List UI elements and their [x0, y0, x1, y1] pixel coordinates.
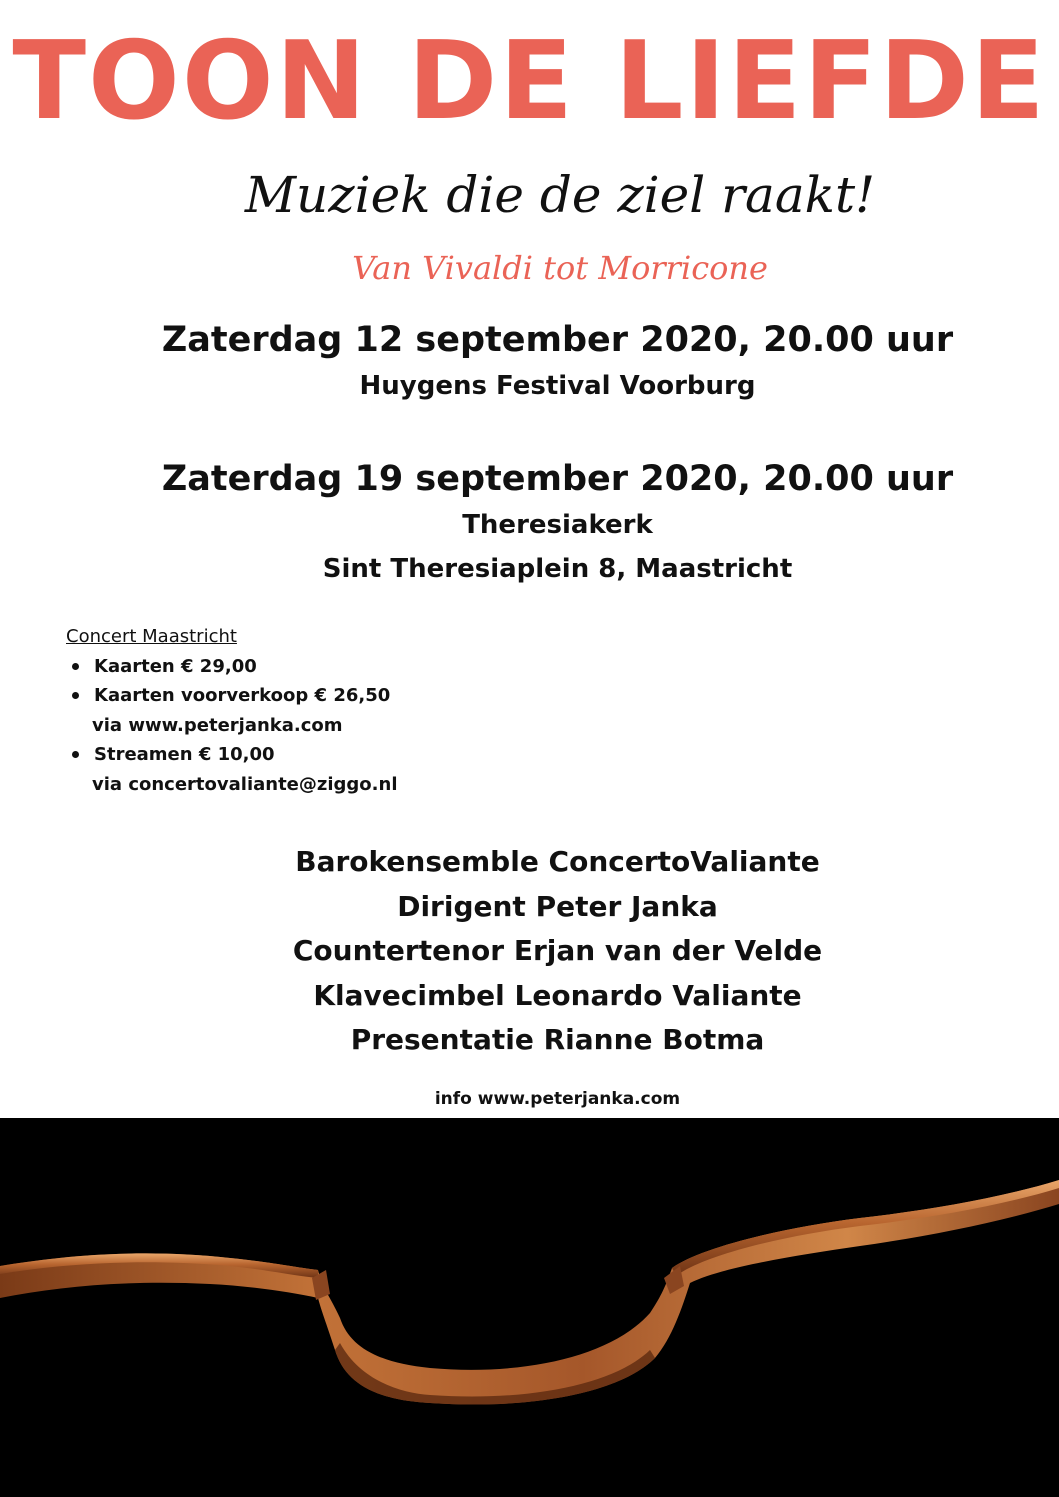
performer-credits: [40, 840, 1059, 1063]
violin-rib-image: [0, 1118, 1059, 1497]
ticket-label: Kaarten € 29,00: [94, 655, 257, 677]
event-venue: Theresiakerk: [462, 510, 653, 540]
ticket-item: [66, 681, 586, 711]
credit-line: Klavecimbel Leonardo Valiante: [313, 978, 802, 1012]
ticket-list: [66, 652, 586, 711]
tagline: Muziek die de ziel raakt!: [244, 166, 876, 224]
ticket-item: [66, 652, 586, 682]
violin-photo: [0, 1118, 1059, 1497]
credit-line: Countertenor Erjan van der Velde: [292, 934, 823, 967]
ticket-label: Streamen € 10,00: [94, 744, 275, 765]
ticket-via-email[interactable]: via concertovaliante@ziggo.nl: [92, 773, 398, 795]
ticket-info: [66, 622, 586, 799]
poster-title: TOON DE LIEFDE: [12, 19, 1047, 144]
credit-line: Presentatie Rianne Botma: [350, 1023, 765, 1056]
event-maastricht: [40, 455, 1059, 591]
event-voorburg: [40, 316, 1059, 408]
bullet-icon: [72, 692, 79, 699]
credit-line: Dirigent Peter Janka: [397, 889, 718, 923]
ticket-label: Kaarten voorverkoop € 26,50: [94, 685, 391, 706]
bullet-icon: [72, 751, 79, 758]
event-date: Zaterdag 12 september 2020, 20.00 uur: [161, 320, 954, 360]
info-link[interactable]: info www.peterjanka.com: [434, 1089, 681, 1109]
bullet-icon: [72, 663, 79, 670]
ticket-item: [66, 740, 586, 770]
credit-line: Barokensemble ConcertoValiante: [295, 845, 820, 878]
ticket-heading: Concert Maastricht: [66, 626, 237, 647]
ticket-list: [66, 740, 586, 770]
event-date: Zaterdag 19 september 2020, 20.00 uur: [161, 459, 954, 499]
event-venue: Huygens Festival Voorburg: [359, 371, 756, 401]
event-address: Sint Theresiaplein 8, Maastricht: [322, 554, 793, 584]
ticket-via-website[interactable]: via www.peterjanka.com: [92, 714, 343, 736]
subtagline: Van Vivaldi tot Morricone: [352, 249, 768, 287]
